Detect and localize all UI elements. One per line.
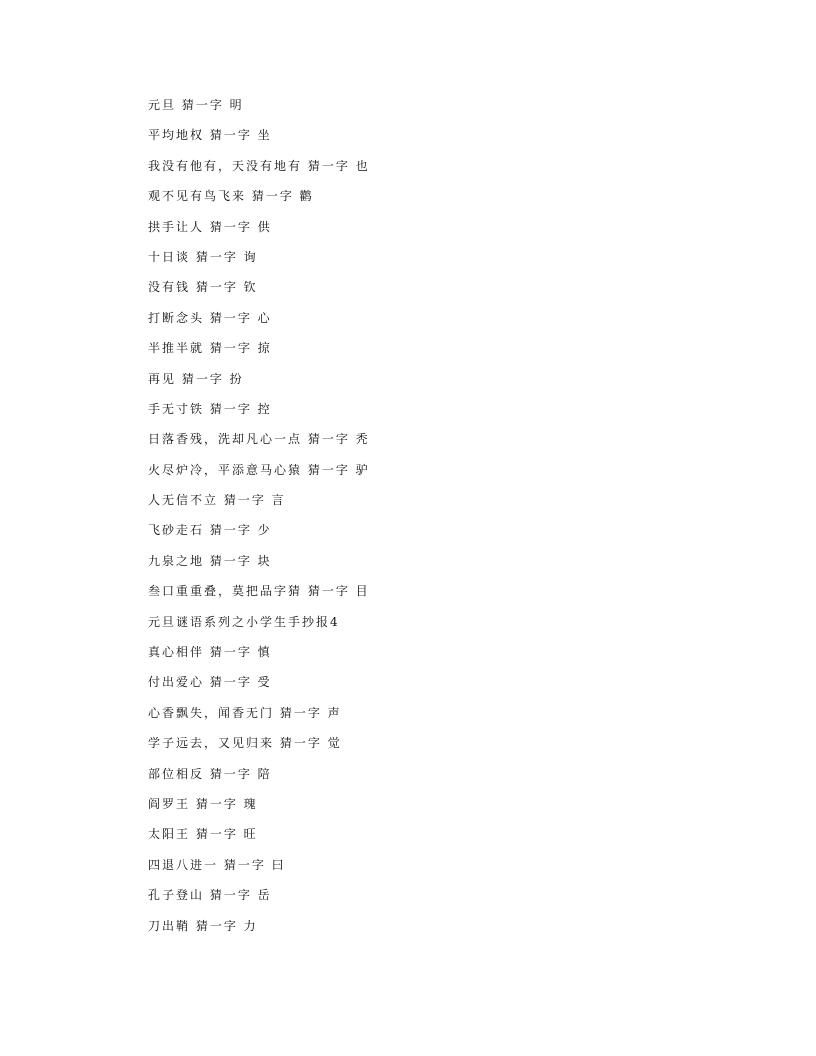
riddle-line-21: 心香飘失，闻香无门 猜一字 声 — [148, 705, 342, 720]
riddle-line-25: 太阳王 猜一字 旺 — [148, 827, 258, 842]
riddle-line-27: 孔子登山 猜一字 岳 — [148, 888, 272, 903]
riddle-line-22: 学子远去，又见归来 猜一字 觉 — [148, 736, 342, 751]
riddle-line-10: 再见 猜一字 扮 — [148, 371, 244, 386]
riddle-list — [148, 95, 708, 946]
riddle-line-17: 叁口重重叠，莫把品字猜 猜一字 目 — [148, 584, 370, 599]
riddle-line-20: 付出爱心 猜一字 受 — [148, 675, 272, 690]
riddle-line-9: 半推半就 猜一字 掠 — [148, 341, 272, 356]
riddle-line-28: 刀出鞘 猜一字 力 — [148, 918, 258, 933]
riddle-line-19: 真心相伴 猜一字 慎 — [148, 645, 272, 660]
riddle-line-23: 部位相反 猜一字 陪 — [148, 766, 272, 781]
riddle-line-1: 元旦 猜一字 明 — [148, 98, 244, 112]
riddle-line-5: 拱手让人 猜一字 供 — [148, 219, 272, 234]
riddle-line-24: 阎罗王 猜一字 瑰 — [148, 796, 258, 811]
riddle-line-8: 打断念头 猜一字 心 — [148, 310, 272, 325]
riddle-line-7: 没有钱 猜一字 钦 — [148, 280, 258, 295]
riddle-line-26: 四退八进一 猜一字 曰 — [148, 857, 286, 872]
riddle-line-16: 九泉之地 猜一字 块 — [148, 553, 272, 568]
riddle-line-12: 日落香残，洗却凡心一点 猜一字 秃 — [148, 432, 370, 447]
riddle-line-13: 火尽炉冷，平添意马心猿 猜一字 驴 — [148, 462, 370, 477]
riddle-line-4: 观不见有鸟飞来 猜一字 鹳 — [148, 189, 314, 204]
riddle-line-11: 手无寸铁 猜一字 控 — [148, 401, 272, 416]
riddle-line-14: 人无信不立 猜一字 言 — [148, 493, 286, 508]
section-heading: 元旦谜语系列之小学生手抄报4 — [148, 614, 340, 629]
riddle-line-2: 平均地权 猜一字 坐 — [148, 128, 272, 143]
riddle-line-3: 我没有他有，天没有地有 猜一字 也 — [148, 158, 370, 173]
riddle-line-6: 十日谈 猜一字 询 — [148, 249, 258, 264]
riddle-line-15: 飞砂走石 猜一字 少 — [148, 523, 272, 538]
